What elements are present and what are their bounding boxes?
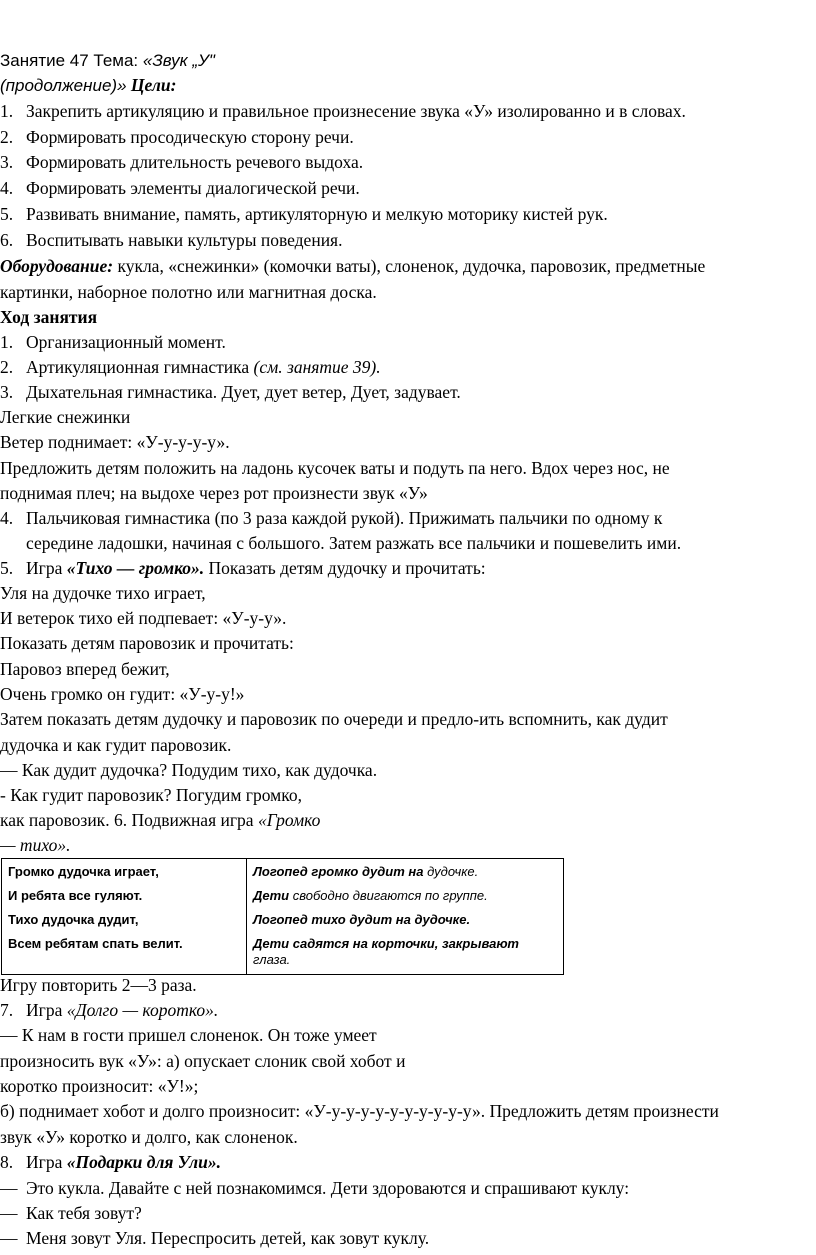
body-text: Паровоз вперед бежит, <box>0 659 170 679</box>
body-text: — Как дудит дудочка? Подудим тихо, как дудочка. <box>0 760 378 780</box>
table-row <box>2 934 564 975</box>
goal-item: 3. Формировать длительность речевого выдоха. <box>0 152 364 172</box>
equipment-line-1: Оборудование: кукла, «снежинки» (комочки ваты), слоненок, дудочка, паровозик, предметные <box>0 256 706 276</box>
body-text: Показать детям паровозик и прочитать: <box>0 633 294 653</box>
table-cell: Логопед тихо дудит на дудочке. <box>247 910 564 934</box>
table-row <box>2 886 564 910</box>
body-text: Легкие снежинки <box>0 407 131 427</box>
table-cell: И ребята все гуляют. <box>2 886 247 910</box>
equipment-line-2: картинки, наборное полотно или магнитная доска. <box>0 282 377 302</box>
body-text: Предложить детям положить на ладонь кусочек ваты и подуть па него. Вдох через нос, не <box>0 458 670 478</box>
course-step: 3. Дыхательная гимнастика. Дует, дует ветер, Дует, задувает. <box>0 382 461 402</box>
body-text: Игру повторить 2—3 раза. <box>0 975 197 995</box>
body-text: И ветерок тихо ей подпевает: «У-у-у». <box>0 608 287 628</box>
body-text: коротко произносит: «У!»; <box>0 1076 199 1096</box>
body-text: б) поднимает хобот и долго произносит: «У-у-у-у-у-у-у-у-у-у-у». Предложить детям произнести <box>0 1101 719 1121</box>
goal-item: 4. Формировать элементы диалогической речи. <box>0 178 360 198</box>
dialogue-line: — Меня зовут Уля. Переспросить детей, как зовут куклу. <box>0 1228 430 1248</box>
goal-item: 2. Формировать просодическую сторону речи. <box>0 127 354 147</box>
body-text: Уля на дудочке тихо играет, <box>0 583 206 603</box>
body-text: - Как гудит паровозик? Погудим громко, <box>0 785 302 805</box>
table-cell: Всем ребятам спать велит. <box>2 934 247 975</box>
course-step: 7. Игра «Долго — коротко». <box>0 1000 219 1020</box>
course-step: 2. Артикуляционная гимнастика (см. занятие 39). <box>0 357 381 377</box>
body-text: — тихо». <box>0 835 71 855</box>
table-cell: Громко дудочка играет, <box>2 859 247 887</box>
course-step: 8. Игра «Подарки для Ули». <box>0 1152 221 1172</box>
body-text: звук «У» коротко и долго, как слоненок. <box>0 1127 298 1147</box>
goal-item: 1. Закрепить артикуляцию и правильное произнесение звука «У» изолированно и в словах. <box>0 101 686 121</box>
table-cell: Дети свободно двигаются по группе. <box>247 886 564 910</box>
table-cell: Дети садятся на корточки, закрывают глаза. <box>247 934 564 975</box>
body-text: — К нам в гости пришел слоненок. Он тоже умеет <box>0 1025 377 1045</box>
course-step-continuation: середине ладошки, начиная с большого. Затем разжать все пальчики и пошевелить ими. <box>26 533 682 553</box>
rhyme-table <box>1 858 564 975</box>
course-heading: Ход занятия <box>0 307 98 327</box>
goal-item: 5. Развивать внимание, память, артикуляторную и мелкую моторику кистей рук. <box>0 204 608 224</box>
body-text: Затем показать детям дудочку и паровозик по очереди и предло-ить вспомнить, как дудит <box>0 709 668 729</box>
table-row <box>2 859 564 887</box>
course-step: 5. Игра «Тихо — громко». Показать детям дудочку и прочитать: <box>0 558 486 578</box>
body-text: Очень громко он гудит: «У-у-у!» <box>0 684 245 704</box>
dialogue-line: — Как тебя зовут? <box>0 1203 142 1223</box>
body-text: как паровозик. 6. Подвижная игра «Громко <box>0 810 321 830</box>
lesson-title-line-2: (продолжение)» Цели: <box>0 75 177 95</box>
table-cell: Тихо дудочка дудит, <box>2 910 247 934</box>
body-text: дудочка и как гудит паровозик. <box>0 735 232 755</box>
course-step: 1. Организационный момент. <box>0 332 226 352</box>
table-cell: Логопед громко дудит на дудочке. <box>247 859 564 887</box>
body-text: произносить вук «У»: а) опускает слоник свой хобот и <box>0 1051 406 1071</box>
lesson-title-line-1: Занятие 47 Тема: «Звук „У" <box>0 51 215 70</box>
table-row <box>2 910 564 934</box>
goal-item: 6. Воспитывать навыки культуры поведения. <box>0 230 343 250</box>
body-text: поднимая плеч; на выдохе через рот произнести звук «У» <box>0 483 428 503</box>
body-text: Ветер поднимает: «У-у-у-у-у». <box>0 432 230 452</box>
dialogue-line: — Это кукла. Давайте с ней познакомимся. Дети здороваются и спрашивают куклу: <box>0 1178 630 1198</box>
course-step: 4. Пальчиковая гимнастика (по 3 раза каждой рукой). Прижимать пальчики по одному к <box>0 508 663 528</box>
